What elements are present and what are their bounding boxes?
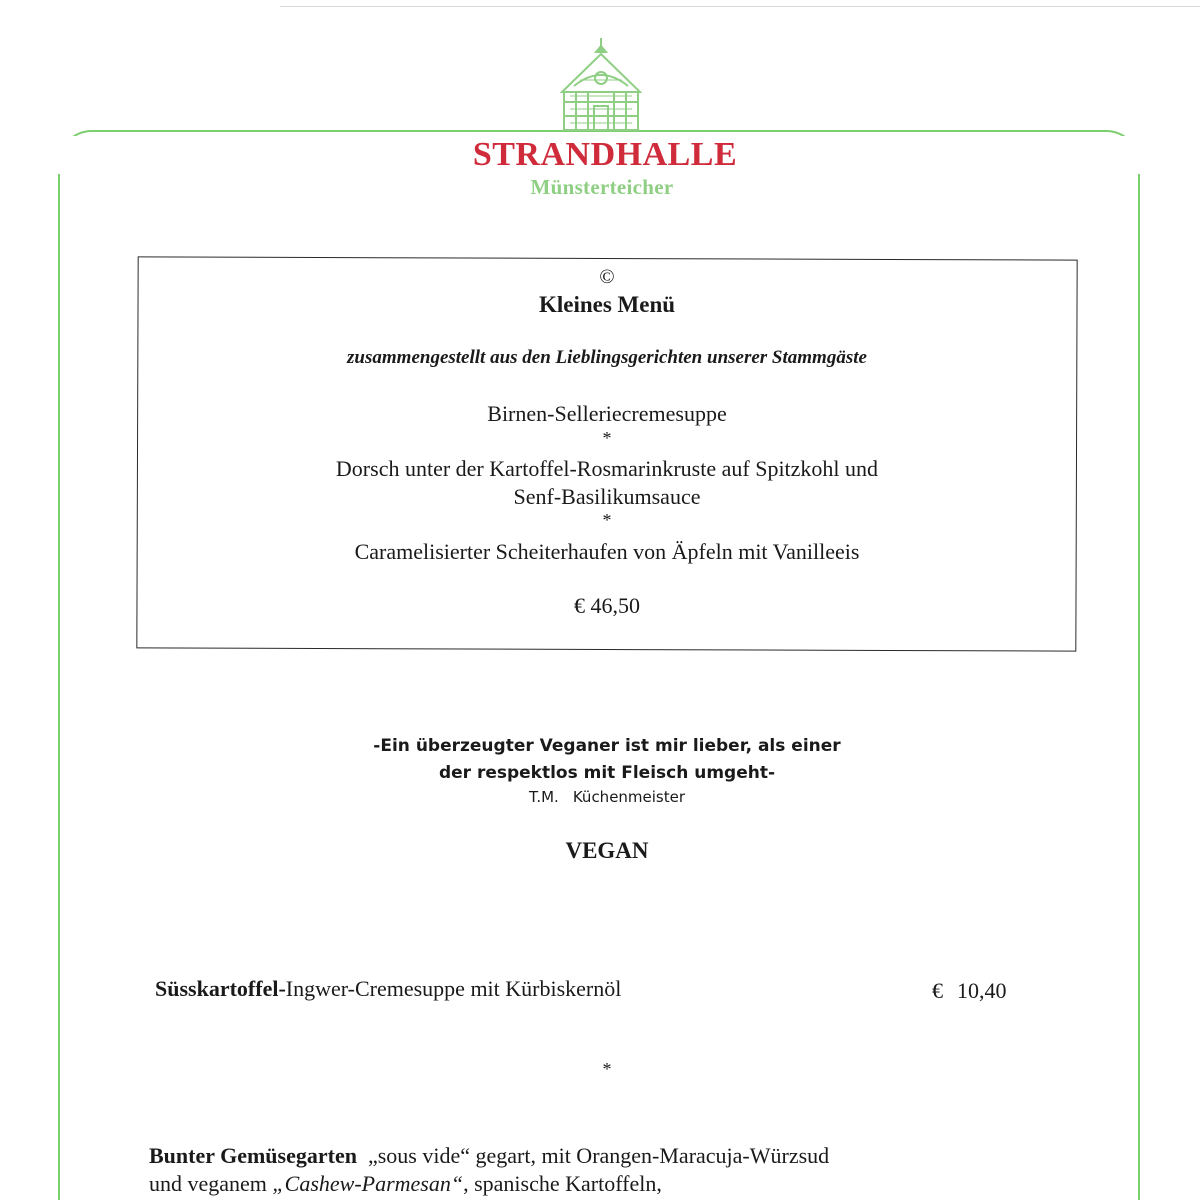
quote-author (0, 788, 1200, 806)
quote-line-2: der respektlos mit Fleisch umgeht- (438, 763, 776, 783)
dish-vegetable-garden (149, 1142, 829, 1198)
dish-soup-name-bold: Süsskartoffel- (155, 976, 286, 1001)
course-main (0, 455, 1200, 511)
brand-title (0, 136, 1200, 174)
course-main-line-2: Senf-Basilikumsauce (513, 484, 701, 509)
dish-soup-name-rest: Ingwer-Cremesuppe mit Kürbiskernöl (285, 976, 622, 1001)
dish-vegetable-garden-desc-2b: „Cashew-Parmesan“ (272, 1171, 464, 1196)
quote-author-initials: T.M. (528, 788, 559, 806)
dish-soup-price-value: 10,40 (957, 978, 1007, 1003)
pavilion-icon (554, 36, 648, 134)
course-main-line-1: Dorsch unter der Kartoffel-Rosmarinkruste auf Spitzkohl und (335, 456, 879, 481)
course-separator: * (602, 428, 612, 448)
dish-vegetable-garden-line-1 (149, 1142, 829, 1170)
copyright-mark: © (599, 266, 615, 288)
dish-vegetable-garden-desc-2a: und veganem (149, 1171, 273, 1196)
dish-vegetable-garden-desc-2c: , spanische Kartoffeln, (463, 1171, 662, 1196)
dish-separator: * (602, 1059, 612, 1079)
brand-subtitle: Münsterteicher (530, 175, 674, 199)
course-starter: Birnen-Selleriecremesuppe (487, 401, 727, 426)
course-dessert: Caramelisierter Scheiterhaufen von Äpfeln mit Vanilleeis (354, 539, 860, 564)
top-rule (280, 0, 1200, 7)
menu-price: € 46,50 (574, 593, 640, 618)
menu-tagline: zusammengestellt aus den Lieblingsgerichten unserer Stammgäste (347, 347, 867, 368)
dish-soup-price (932, 978, 1007, 1004)
quote-author-role: Küchenmeister (572, 788, 686, 806)
currency-symbol: € (932, 978, 943, 1003)
section-heading-vegan: VEGAN (565, 838, 649, 863)
menu-title: Kleines Menü (538, 292, 676, 317)
dish-vegetable-garden-line-2 (149, 1170, 829, 1198)
course-separator: * (602, 510, 612, 530)
dish-vegetable-garden-name: Bunter Gemüsegarten (149, 1143, 357, 1168)
quote-line-1: -Ein überzeugter Veganer ist mir lieber, als einer (373, 736, 841, 756)
dish-vegetable-garden-desc-1: „sous vide“ gegart, mit Orangen-Maracuja-Würzsud (367, 1143, 830, 1168)
brand-name: STRANDHALLE (467, 136, 743, 173)
dish-soup (155, 976, 621, 1002)
